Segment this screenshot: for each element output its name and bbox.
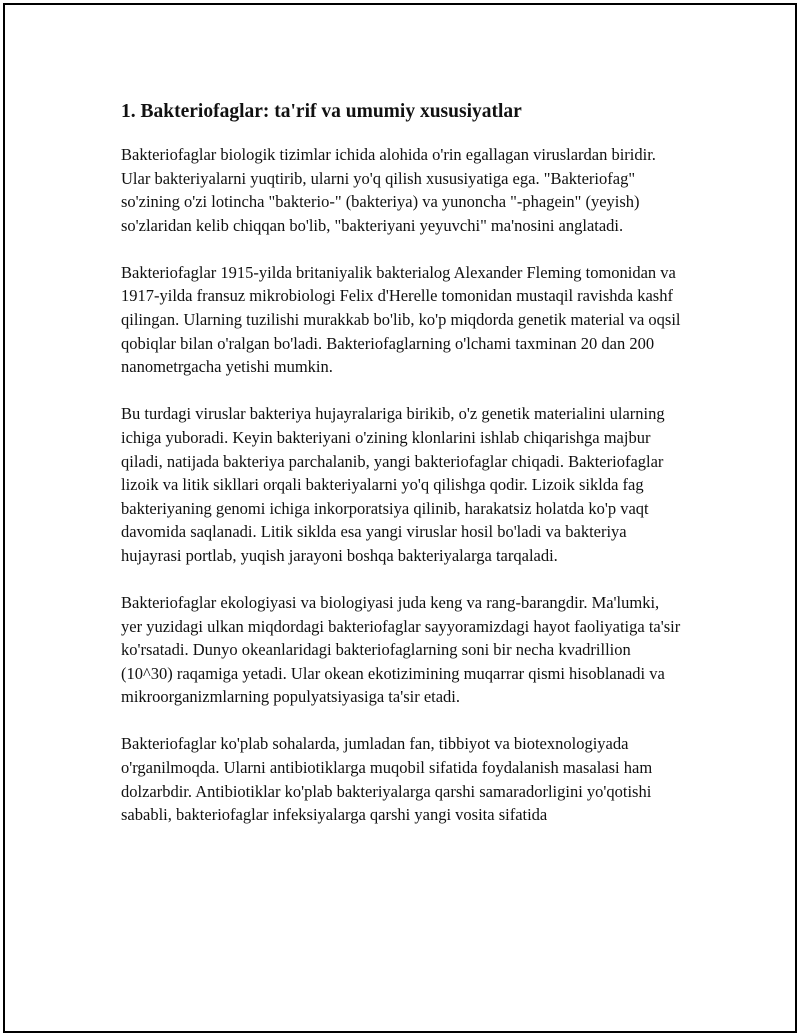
paragraph-definition: Bakteriofaglar biologik tizimlar ichida alohida o'rin egallagan viruslardan biridir. Ular bakteriyalarni yuqtirib, ularni yo'q qilish xususiyatiga ega. "Bakteriofag" so'zining o'zi lotincha "bakterio-" (bakteriya) va yunoncha "-phagein" (yeyish) so'zlaridan kelib chiqqan bo'lib, "bakteriyani yeyuvchi" ma'nosini anglatadi. bbox=[121, 145, 656, 235]
document-page bbox=[3, 3, 797, 1033]
paragraph-discovery: Bakteriofaglar 1915-yilda britaniyalik bakterialog Alexander Fleming tomonidan va 1917-yilda fransuz mikrobiologi Felix d'Herelle tomonidan mustaqil ravishda kashf qilingan. Ularning tuzilishi murakkab bo'lib, ko'p miqdorda genetik material va oqsil qobiqlar bilan o'ralgan bo'ladi. Bakteriofaglarning o'lchami taxminan 20 dan 200 nanometrgacha yetishi mumkin. bbox=[121, 262, 681, 377]
paragraph-applications: Bakteriofaglar ko'plab sohalarda, jumladan fan, tibbiyot va biotexnologiyada o'rganilmoqda. Ularni antibiotiklarga muqobil sifatida foydalanish masalasi ham dolzarbdir. Antibiotiklar ko'plab bakteriyalarga qarshi samaradorligini yo'qotishi sababli, bakteriofaglar infeksiyalarga qarshi yangi vosita sifatida bbox=[121, 734, 653, 825]
document-body bbox=[121, 99, 681, 850]
paragraph-life-cycle: Bu turdagi viruslar bakteriya hujayralariga birikib, o'z genetik materialini ularning ichiga yuboradi. Keyin bakteriyani o'zining klonlarini ishlab chiqarishga majbur qiladi, natijada bakteriya parchalanib, yangi bakteriofaglar chiqadi. Bakteriofaglar lizoik va litik sikllari orqali bakteriyalarni yo'q qilishga qodir. Lizoik siklda fag bakteriyaning genomi ichiga inkorporatsiya qilinib, harakatsiz holatda ko'p vaqt davomida saqlanadi. Litik siklda esa yangi viruslar hosil bo'ladi va bakteriya hujayrasi portlab, yuqish jarayoni boshqa bakteriyalarga tarqaladi. bbox=[121, 404, 665, 565]
section-heading: 1. Bakteriofaglar: ta'rif va umumiy xususiyatlar bbox=[121, 101, 522, 122]
paragraph-ecology: Bakteriofaglar ekologiyasi va biologiyasi juda keng va rang-barangdir. Ma'lumki, yer yuzidagi ulkan miqdordagi bakteriofaglar sayyoramizdagi hayot faoliyatiga ta'sir ko'rsatadi. Dunyo okeanlaridagi bakteriofaglarning soni bir necha kvadrillion (10^30) raqamiga yetadi. Ular okean ekotizimining muqarrar qismi hisoblanadi va mikroorganizmlarning populyatsiyasiga ta'sir etadi. bbox=[121, 593, 681, 707]
